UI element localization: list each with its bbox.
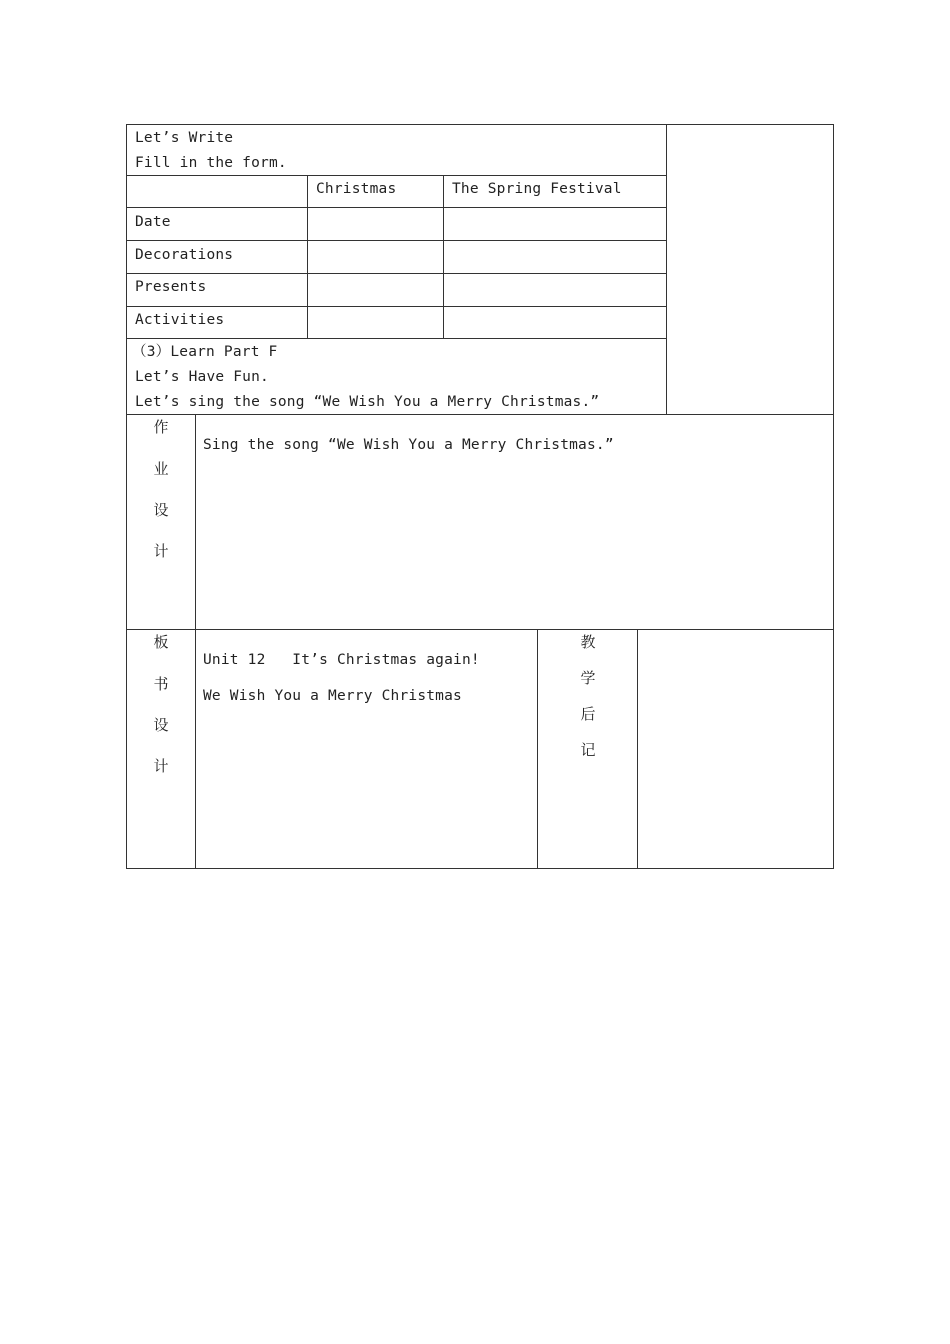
lesson-plan-table bbox=[126, 124, 834, 869]
column-header-spring-festival: The Spring Festival bbox=[452, 181, 622, 197]
lesson-plan-page: Let’s Write Fill in the form. Christmas The Spring Festival Date Decorations Presents Activities （3）Learn Part F Let’s Have Fun. Let’s sing the song “We Wish You a Merry Christmas.” 作 业 设 计 Sing the song “We Wish You a Merry Christmas.” 板 书 设 计 Unit 12 It’s Christmas again! We Wish You a Merry Christmas 教 学 后 记 bbox=[0, 0, 950, 1344]
top-section-right-divider bbox=[666, 124, 667, 414]
sing-the-song-instruction: Let’s sing the song “We Wish You a Merry Christmas.” bbox=[135, 394, 600, 410]
row-label-activities: Activities bbox=[135, 312, 225, 328]
row-label-decorations: Decorations bbox=[135, 247, 234, 263]
learn-part-f: （3）Learn Part F bbox=[132, 344, 278, 360]
row-label-date: Date bbox=[135, 214, 171, 230]
board-unit-title: Unit 12 It’s Christmas again! bbox=[203, 652, 480, 668]
column-header-christmas: Christmas bbox=[316, 181, 397, 197]
homework-content: Sing the song “We Wish You a Merry Christmas.” bbox=[203, 437, 614, 453]
board-song-title: We Wish You a Merry Christmas bbox=[203, 688, 462, 704]
lets-have-fun: Let’s Have Fun. bbox=[135, 369, 269, 385]
fill-form-instruction: Fill in the form. bbox=[135, 155, 287, 171]
lets-write-heading: Let’s Write bbox=[135, 130, 234, 146]
row-label-presents: Presents bbox=[135, 279, 207, 295]
